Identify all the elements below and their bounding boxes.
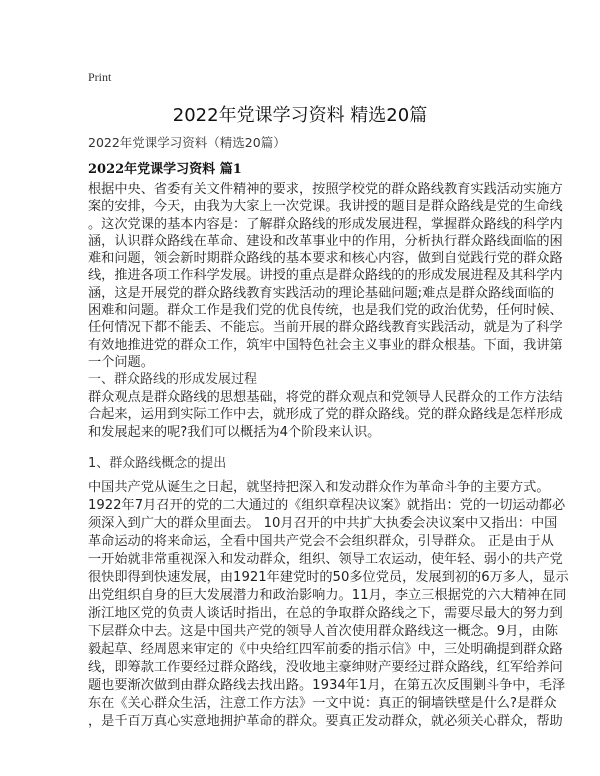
text-line: 合起来，运用到实际工作中去，就形成了党的群众路线。党的群众路线是怎样形成 xyxy=(88,407,563,423)
text-line: 线，即筹款工作要经过群众路线，没收地主豪绅财产要经过群众路线，红军给养问 xyxy=(88,660,563,675)
text-line: 涵，这是开展党的群众路线教育实践活动的理论基础问题;难点是群众路线面临的 xyxy=(88,285,555,301)
text-line: 一个问题。 xyxy=(88,354,154,370)
text-line: 下层群众中去。这是中国共产党的领导人首次使用群众路线这一概念。9月，由陈 xyxy=(88,624,558,639)
text-line: 涵，认识群众路线在革命、建设和改革事业中的作用，分析执行群众路线面临的困 xyxy=(88,233,563,249)
paragraph-mass-view xyxy=(88,389,563,441)
text-line: 很快即得到快速发展，由1921年建党时的50多位党员，发展到初的6万多人，显示 xyxy=(88,570,569,585)
text-line: 案的安排，今天，由我为大家上一次党课。我讲授的题目是群众路线是党的生命线 xyxy=(88,199,563,215)
paragraph-history xyxy=(88,479,569,731)
text-line: 困难和问题。群众工作是我们党的优良传统，也是我们党的政治优势，任何时候、 xyxy=(88,303,563,319)
text-line: 线，推进各项工作科学发展。讲授的重点是群众路线的的形成发展进程及其科学内 xyxy=(88,268,563,284)
paragraph-intro xyxy=(88,181,563,371)
text-line: 任何情况下都不能丢、不能忘。当前开展的群众路线教育实践活动，就是为了科学 xyxy=(88,320,563,336)
text-line: 须深入到广大的群众里面去。 10月召开的中共扩大执委会决议案中又指出：中国 xyxy=(88,516,558,531)
section-heading: 2022年党课学习资料 篇1 xyxy=(88,162,242,177)
text-line: 题也要渐次做到由群众路线去找出路。1934年1月，在第五次反围剿斗争中，毛泽 xyxy=(88,678,566,693)
text-line: 出党组织自身的巨大发展潜力和政治影响力。11月，李立三根据党的六大精神在同 xyxy=(88,588,567,603)
text-line: 难和问题，领会新时期群众路线的基本要求和核心内容，做到自觉践行党的群众路 xyxy=(88,251,563,267)
text-line: 。这次党课的基本内容是：了解群众路线的形成发展进程，掌握群众路线的科学内 xyxy=(88,216,563,232)
text-line: 有效地推进党的群众工作，筑牢中国特色社会主义事业的群众根基。下面，我讲第 xyxy=(88,337,563,353)
text-line: 一开始就非常重视深入和发动群众，组织、领导工农运动，使年轻、弱小的共产党 xyxy=(88,552,563,567)
text-line: 和发展起来的呢?我们可以概括为4个阶段来认识。 xyxy=(88,424,381,440)
text-line: 毅起草、经周恩来审定的《中央给红四军前委的指示信》中，三处明确提到群众路 xyxy=(88,642,563,657)
text-line: 群众观点是群众路线的思想基础，将党的群众观点和党领导人民群众的工作方法结 xyxy=(88,390,563,405)
text-line: 东在《关心群众生活，注意工作方法》一文中说：真正的铜墙铁壁是什么?是群众 xyxy=(88,696,557,711)
text-line: 中国共产党从诞生之日起，就坚持把深入和发动群众作为革命斗争的主要方式。 xyxy=(88,480,550,495)
page-title: 2022年党课学习资料 精选20篇 xyxy=(172,105,428,126)
text-line: ，是千百万真心实意地拥护革命的群众。要真正发动群众，就必须关心群众，帮助 xyxy=(88,714,563,729)
print-link[interactable]: Print xyxy=(88,70,112,84)
text-line: 1922年7月召开的党的二大通过的《组织章程决议案》就指出：党的一切运动都必 xyxy=(88,498,566,513)
document-subtitle: 2022年党课学习资料（精选20篇） xyxy=(88,135,286,150)
text-line: 革命运动的将来命运，全看中国共产党会不会组织群众，引导群众。 正是由于从 xyxy=(88,534,554,549)
section-title: 一、群众路线的形成发展过程 xyxy=(88,372,258,387)
text-line: 浙江地区党的负责人谈话时指出，在总的争取群众路线之下，需要尽最大的努力到 xyxy=(88,606,563,621)
subsection-title: 1、群众路线概念的提出 xyxy=(88,456,227,471)
text-line: 根据中央、省委有关文件精神的要求，按照学校党的群众路线教育实践活动实施方 xyxy=(88,182,563,197)
